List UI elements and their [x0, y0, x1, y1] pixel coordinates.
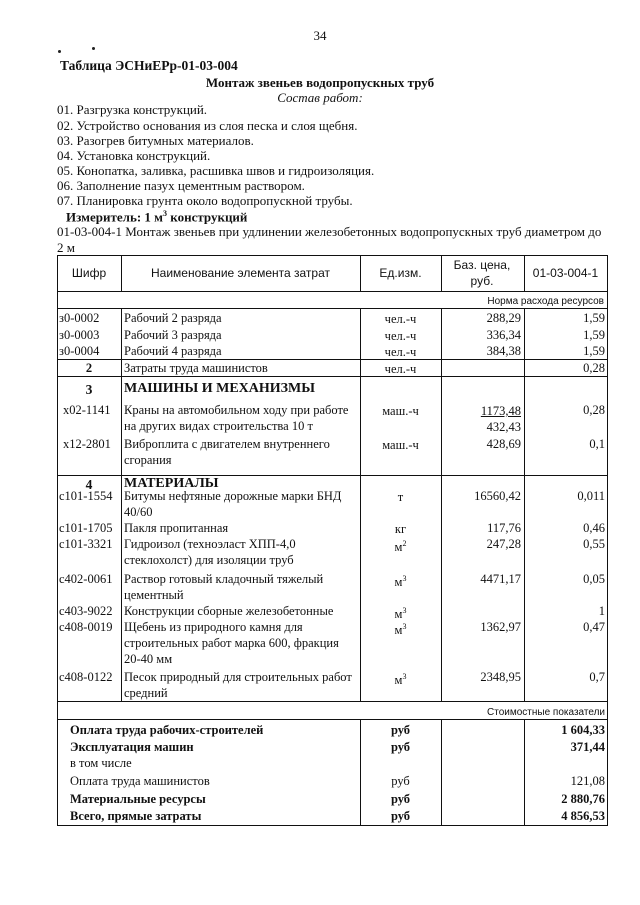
work-title: Монтаж звеньев водопропускных труб: [205, 75, 435, 90]
row-unit: чел.-ч: [384, 362, 417, 376]
work-item: 03. Разогрев битумных материалов.: [57, 133, 254, 148]
row-price: 428,69: [486, 437, 521, 451]
composition-heading: Состав работ:: [277, 90, 363, 105]
row-price: 336,34: [486, 328, 521, 342]
section-name: МАШИНЫ И МЕХАНИЗМЫ: [124, 381, 316, 396]
work-item: 06. Заполнение пазух цементным раствором.: [57, 178, 305, 193]
row-unit: чел.-ч: [384, 345, 417, 359]
row-code: с403-9022: [59, 604, 113, 618]
header-price: Баз. цена, руб.: [453, 258, 511, 288]
row-price: 16560,42: [474, 489, 521, 503]
summary-value: 4 856,53: [561, 809, 605, 823]
row-name: Пакля пропитанная: [124, 521, 229, 535]
row-unit: $м^3$: [394, 672, 407, 688]
row-unit: $м^3$: [394, 574, 407, 590]
work-item: 02. Устройство основания из слоя песка и слоя щебня.: [57, 118, 358, 133]
row-norm: 0,55: [583, 537, 605, 551]
row-code: 2: [85, 361, 93, 375]
resource-table: [57, 255, 608, 826]
row-price: 2348,95: [480, 670, 521, 684]
summary-label: в том числе: [70, 756, 132, 770]
row-price: 288,29: [486, 311, 521, 325]
row-name: Рабочий 3 разряда: [124, 328, 222, 342]
row-price-alt: 432,43: [486, 420, 521, 434]
summary-unit: руб: [390, 809, 411, 823]
row-price: 247,28: [486, 537, 521, 551]
row-code: з0-0002: [59, 311, 100, 325]
row-name: Рабочий 4 разряда: [124, 344, 222, 358]
row-code: с101-3321: [59, 537, 113, 551]
row-norm: 0,7: [589, 670, 605, 684]
row-name: Гидроизол (техноэласт ХПП-4,0 стеклохолст) для изоляции труб: [124, 537, 296, 567]
row-norm: 0,05: [583, 572, 605, 586]
row-unit: кг: [394, 522, 407, 536]
row-norm: 0,46: [583, 521, 605, 535]
summary-label: Оплата труда машинистов: [70, 774, 210, 788]
row-code: х02-1141: [63, 403, 111, 417]
row-unit: т: [397, 490, 404, 504]
header-code: Шифр: [71, 266, 107, 280]
table-title: Таблица ЭСНиЕРр-01-03-004: [60, 58, 238, 73]
row-norm: 1: [598, 604, 605, 618]
row-unit: маш.-ч: [382, 404, 419, 418]
decorative-dot: [92, 47, 95, 50]
row-name: Краны на автомобильном ходу при работе на других видах строительства 10 т: [124, 403, 349, 433]
row-name: Песок природный для строительных работ средний: [124, 670, 352, 700]
row-code: с402-0061: [59, 572, 113, 586]
summary-label: Всего, прямые затраты: [70, 809, 202, 823]
section-code: 3: [85, 382, 93, 397]
row-norm: 0,28: [583, 361, 605, 375]
row-norm: 0,28: [583, 403, 605, 417]
row-norm: 0,011: [577, 489, 605, 503]
norm-caption: Норма расхода ресурсов: [487, 296, 604, 307]
work-item: 05. Конопатка, заливка, расшивка швов и гидроизоляция.: [57, 163, 375, 178]
measure-unit: Измеритель: 1 $м^3$ конструкций: [66, 209, 248, 225]
header-norm: 01-03-004-1: [532, 266, 599, 280]
row-unit: $м^3$: [394, 606, 407, 622]
row-name: Щебень из природного камня для строительных работ марка 600, фракция 20-40 мм: [124, 620, 339, 666]
work-item: 07. Планировка грунта около водопропускной трубы.: [57, 193, 353, 208]
row-code: с101-1705: [59, 521, 113, 535]
row-norm: 1,59: [583, 328, 605, 342]
summary-unit: руб: [390, 740, 411, 754]
decorative-dot: [58, 50, 61, 53]
row-unit: маш.-ч: [382, 438, 419, 452]
row-name: Конструкции сборные железобетонные: [124, 604, 334, 618]
work-item: 04. Установка конструкций.: [57, 148, 211, 163]
row-code: з0-0004: [59, 344, 100, 358]
summary-value: 121,08: [570, 774, 605, 788]
page-number: 34: [313, 28, 327, 43]
row-unit: $м^2$: [394, 539, 407, 555]
header-name: Наименование элемента затрат: [151, 266, 330, 280]
row-price: 117,76: [487, 521, 521, 535]
work-item: 01. Разгрузка конструкций.: [57, 102, 208, 117]
row-name: Затраты труда машинистов: [124, 361, 268, 375]
section-name: МАТЕРИАЛЫ: [124, 476, 219, 491]
row-name: Виброплита с двигателем внутреннего сгорания: [124, 437, 330, 467]
summary-label: Материальные ресурсы: [70, 792, 206, 806]
row-unit: чел.-ч: [384, 329, 417, 343]
section-code: 4: [85, 477, 93, 492]
row-code: с408-0122: [59, 670, 113, 684]
row-unit: чел.-ч: [384, 312, 417, 326]
summary-value: 1 604,33: [561, 723, 605, 737]
summary-unit: руб: [391, 774, 410, 788]
summary-value: 2 880,76: [561, 792, 605, 806]
row-norm: 0,1: [589, 437, 605, 451]
row-norm: 0,47: [583, 620, 605, 634]
row-price: 384,38: [486, 344, 521, 358]
row-name: Раствор готовый кладочный тяжелый цементный: [124, 572, 324, 602]
summary-label: Эксплуатация машин: [70, 740, 194, 754]
cost-caption: Стоимостные показатели: [487, 707, 605, 718]
row-norm: 1,59: [583, 344, 605, 358]
row-code: с408-0019: [59, 620, 113, 634]
summary-unit: руб: [390, 792, 411, 806]
row-price: 1173,48: [480, 404, 521, 418]
row-code: с101-1554: [59, 489, 113, 503]
row-code: з0-0003: [59, 328, 100, 342]
row-code: х12-2801: [63, 437, 111, 451]
item-description: 01-03-004-1 Монтаж звеньев при удлинении железобетонных водопропускных труб диаметром до 2 м: [57, 224, 602, 255]
header-unit: Ед.изм.: [379, 266, 422, 280]
row-price: 4471,17: [480, 572, 521, 586]
summary-unit: руб: [390, 723, 411, 737]
summary-label: Оплата труда рабочих-строителей: [70, 723, 264, 737]
row-norm: 1,59: [583, 311, 605, 325]
row-name: Битумы нефтяные дорожные марки БНД 40/60: [124, 489, 342, 519]
row-unit: $м^3$: [394, 622, 407, 638]
summary-value: 371,44: [570, 740, 605, 754]
row-name: Рабочий 2 разряда: [124, 311, 222, 325]
row-price: 1362,97: [480, 620, 521, 634]
